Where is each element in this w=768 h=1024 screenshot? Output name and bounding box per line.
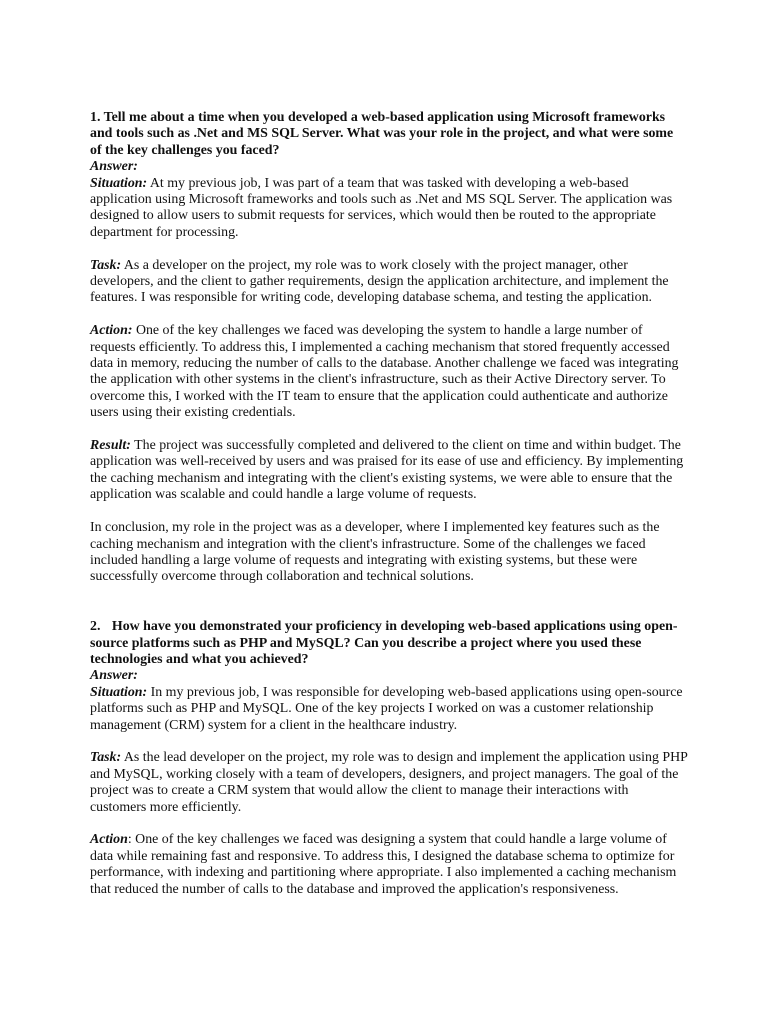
question-1-number: 1.: [90, 110, 101, 125]
section-spacer: [90, 602, 688, 619]
question-2-section: [90, 619, 688, 898]
question-1-heading: [90, 110, 688, 159]
question-2-heading: [90, 619, 688, 668]
task-label: Task:: [90, 257, 122, 273]
action-text: : One of the key challenges we faced was designing a system that could handle a large volume of data while remaining fast and responsive. To address this, I designed the database schema to optimize for performance, with indexing and partitioning where appropriate. I also implemented a caching mechanism that reduced the number of calls to the database and improved the application's responsiveness.: [90, 832, 677, 897]
question-2-number: 2.: [90, 619, 101, 635]
question-1-task: [90, 258, 688, 307]
task-text: As the lead developer on the project, my role was to design and implement the application using PHP and MySQL, working closely with a team of developers, designers, and project managers. The goal of the project was to create a CRM system that would allow the client to manage their interactions with customers more efficiently.: [90, 750, 688, 815]
question-1-action: [90, 323, 688, 421]
question-1-conclusion: In conclusion, my role in the project was as a developer, where I implemented key features such as the caching mechanism and integration with the client's infrastructure. Some of the challenges we faced included handling a large volume of requests and integrating with existing systems, but these were successfully overcome through collaboration and technical solutions.: [90, 520, 660, 585]
task-text: As a developer on the project, my role was to work closely with the project manager, other developers, and the client to gather requirements, design the application architecture, and implement the features. I was responsible for writing code, developing database schema, and testing the application.: [90, 257, 669, 306]
question-1-situation: [90, 176, 688, 242]
result-label: Result:: [90, 438, 131, 454]
action-label: Action:: [90, 323, 133, 339]
question-1-result: [90, 438, 688, 504]
question-1-answer-label: Answer:: [90, 159, 138, 175]
action-text: One of the key challenges we faced was developing the system to handle a large number of requests efficiently. To address this, I implemented a caching mechanism that stored frequently accessed data in memory, reducing the number of calls to the database. Another challenge we faced was integrating the application with other systems in the client's infrastructure, such as their Active Directory server. To overcome this, I worked with the IT team to ensure that the application could authenticate and authorize users using their existing credentials.: [90, 323, 679, 421]
result-text: The project was successfully completed and delivered to the client on time and within budget. The application was well-received by users and was praised for its ease of use and efficiency. By implementing the caching mechanism and integrating with the client's existing systems, we were able to ensure that the application was scalable and could handle a large volume of requests.: [90, 438, 684, 503]
action-label: Action: [90, 832, 128, 848]
situation-text: In my previous job, I was responsible for developing web-based applications using open-source platforms such as PHP and MySQL. One of the key projects I worked on was a customer relationship management (CRM) system for a client in the healthcare industry.: [90, 684, 683, 733]
situation-label: Situation:: [90, 175, 148, 191]
task-label: Task:: [90, 750, 122, 766]
question-1-text: Tell me about a time when you developed a web-based application using Microsoft frameworks and tools such as .Net and MS SQL Server. What was your role in the project, and what were some of the key challenges you faced?: [90, 110, 674, 158]
question-1-section: [90, 110, 688, 586]
situation-text: At my previous job, I was part of a team that was tasked with developing a web-based application using Microsoft frameworks and tools such as .Net and MS SQL Server. The application was designed to allow users to submit requests for services, which would then be routed to the appropriate department for processing.: [90, 175, 673, 240]
question-2-task: [90, 750, 688, 816]
question-2-action: [90, 832, 688, 898]
question-2-answer-label: Answer:: [90, 668, 138, 684]
question-2-text: How have you demonstrated your proficiency in developing web-based applications using open-source platforms such as PHP and MySQL? Can you describe a project where you used these technologies and what you achieved?: [90, 619, 678, 667]
question-2-situation: [90, 685, 688, 734]
situation-label: Situation:: [90, 684, 148, 700]
